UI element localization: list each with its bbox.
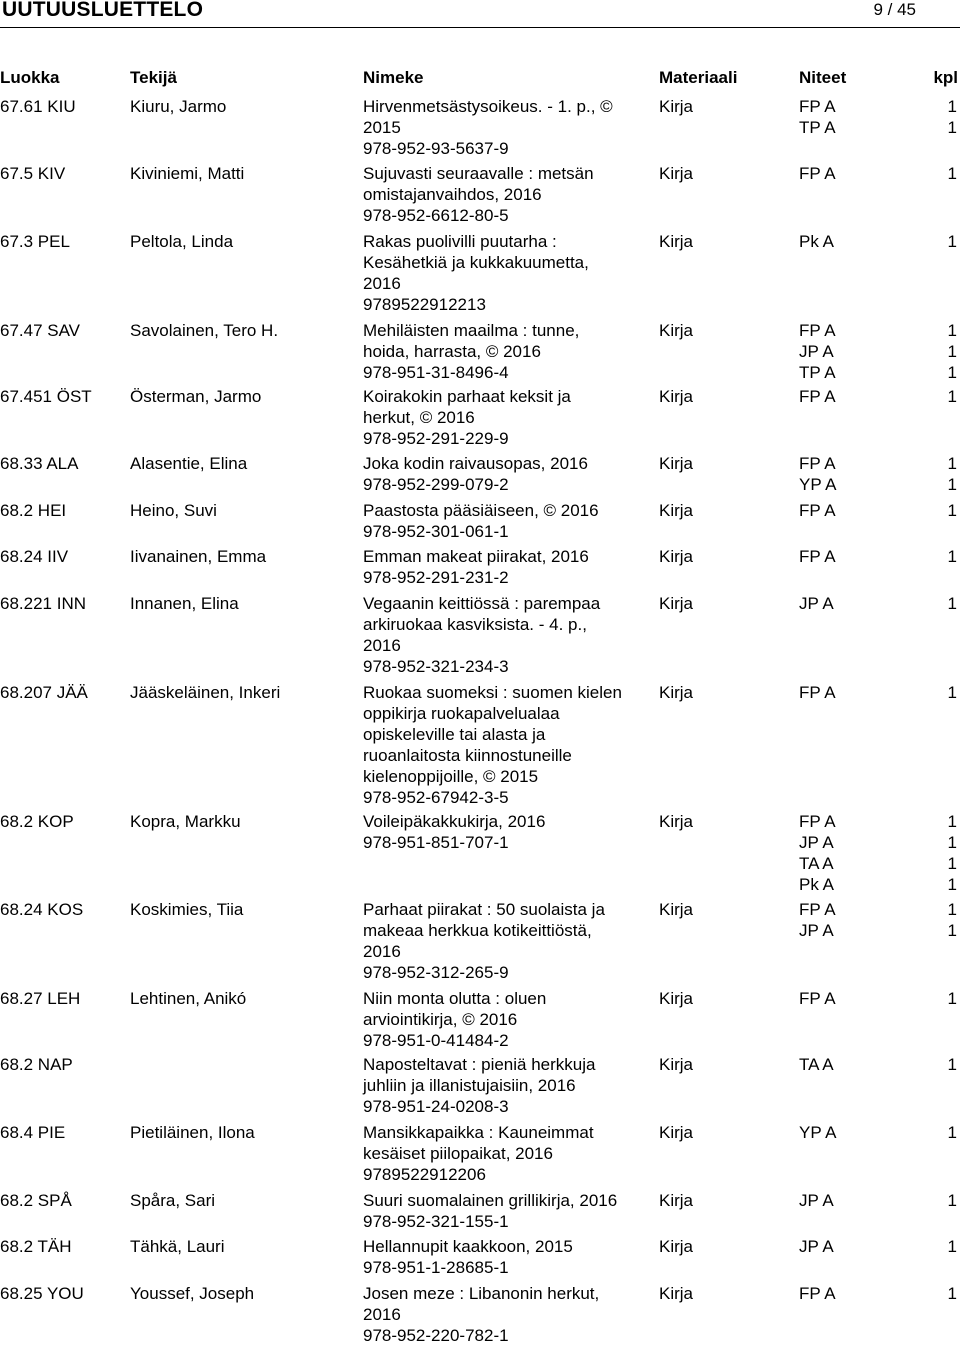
title-block bbox=[363, 988, 648, 1051]
location-code: TA A bbox=[799, 854, 834, 873]
copy-count-value: 1 bbox=[947, 118, 957, 137]
copy-count-value: 1 bbox=[947, 683, 957, 702]
title-line: hoida, harrasta, © 2016 bbox=[363, 342, 541, 361]
page-title: UUTUUSLUETTELO bbox=[2, 0, 204, 21]
title-block bbox=[363, 1236, 648, 1278]
title-line: 978-952-220-782-1 bbox=[363, 1326, 509, 1345]
copies-locations bbox=[799, 96, 929, 138]
material-type: Kirja bbox=[659, 1055, 694, 1074]
column-header-nimeke: Nimeke bbox=[363, 68, 424, 87]
title-block bbox=[363, 453, 648, 495]
copy-count-value: 1 bbox=[947, 321, 957, 340]
title-line: 2015 bbox=[363, 118, 401, 137]
title-line: 2016 bbox=[363, 274, 401, 293]
title-line: 978-952-321-234-3 bbox=[363, 657, 509, 676]
class-code: 67.3 PEL bbox=[0, 232, 70, 251]
location-code: FP A bbox=[799, 97, 836, 116]
title-line: Sujuvasti seuraavalle : metsän bbox=[363, 164, 594, 183]
location-code: FP A bbox=[799, 321, 836, 340]
copy-count bbox=[948, 1122, 957, 1143]
copy-count-value: 1 bbox=[947, 97, 957, 116]
author: Youssef, Joseph bbox=[130, 1284, 255, 1303]
copy-count bbox=[948, 546, 957, 567]
location-code: JP A bbox=[799, 1191, 834, 1210]
title-line: 978-952-312-265-9 bbox=[363, 963, 509, 982]
location-code: JP A bbox=[799, 1237, 834, 1256]
copy-count bbox=[948, 811, 957, 895]
copy-count-value: 1 bbox=[947, 875, 957, 894]
copies-locations bbox=[799, 593, 929, 614]
copy-count-value: 1 bbox=[947, 547, 957, 566]
title-line: 978-951-851-707-1 bbox=[363, 833, 509, 852]
title-line: Niin monta olutta : oluen bbox=[363, 989, 547, 1008]
title-line: kesäiset piilopaikat, 2016 bbox=[363, 1144, 553, 1163]
class-code: 68.24 KOS bbox=[0, 900, 84, 919]
column-header-kpl: kpl bbox=[933, 68, 958, 87]
class-code: 68.24 IIV bbox=[0, 547, 69, 566]
location-code: FP A bbox=[799, 547, 836, 566]
title-line: Hirvenmetsästysoikeus. - 1. p., © bbox=[363, 97, 613, 116]
title-line: 978-952-291-231-2 bbox=[363, 568, 509, 587]
title-line: 978-952-299-079-2 bbox=[363, 475, 509, 494]
copy-count bbox=[948, 163, 957, 184]
material-type: Kirja bbox=[659, 989, 694, 1008]
location-code: YP A bbox=[799, 1123, 837, 1142]
copies-locations bbox=[799, 386, 929, 407]
material-type: Kirja bbox=[659, 683, 694, 702]
material-type: Kirja bbox=[659, 594, 694, 613]
title-line: Vegaanin keittiössä : parempaa bbox=[363, 594, 601, 613]
location-code: YP A bbox=[799, 475, 837, 494]
material-type: Kirja bbox=[659, 1123, 694, 1142]
title-line: Koirakokin parhaat keksit ja bbox=[363, 387, 571, 406]
title-block bbox=[363, 682, 648, 808]
copies-locations bbox=[799, 1236, 929, 1257]
copy-count-value: 1 bbox=[947, 501, 957, 520]
location-code: FP A bbox=[799, 501, 836, 520]
title-line: 978-952-301-061-1 bbox=[363, 522, 509, 541]
author: Heino, Suvi bbox=[130, 501, 217, 520]
copies-locations bbox=[799, 453, 929, 495]
material-type: Kirja bbox=[659, 164, 694, 183]
title-line: 978-951-24-0208-3 bbox=[363, 1097, 509, 1116]
copy-count bbox=[948, 386, 957, 407]
author: Peltola, Linda bbox=[130, 232, 234, 251]
copy-count bbox=[948, 899, 957, 941]
copies-locations bbox=[799, 811, 929, 895]
copies-locations bbox=[799, 546, 929, 567]
copy-count bbox=[948, 1236, 957, 1257]
title-block bbox=[363, 1122, 648, 1185]
copies-locations bbox=[799, 1122, 929, 1143]
class-code: 67.47 SAV bbox=[0, 321, 81, 340]
title-line: opiskeleville tai alasta ja bbox=[363, 725, 546, 744]
copies-locations bbox=[799, 988, 929, 1009]
title-line: Kesähetkiä ja kukkakuumetta, bbox=[363, 253, 589, 272]
location-code: FP A bbox=[799, 989, 836, 1008]
title-line: omistajanvaihdos, 2016 bbox=[363, 185, 542, 204]
title-line: oppikirja ruokapalvelualaa bbox=[363, 704, 560, 723]
title-block bbox=[363, 500, 648, 542]
material-type: Kirja bbox=[659, 387, 694, 406]
title-line: 2016 bbox=[363, 1305, 401, 1324]
title-line: Mansikkapaikka : Kauneimmat bbox=[363, 1123, 594, 1142]
copy-count-value: 1 bbox=[947, 232, 957, 251]
material-type: Kirja bbox=[659, 454, 694, 473]
title-block bbox=[363, 899, 648, 983]
copy-count-value: 1 bbox=[947, 921, 957, 940]
copy-count-value: 1 bbox=[947, 475, 957, 494]
title-line: Suuri suomalainen grillikirja, 2016 bbox=[363, 1191, 618, 1210]
copies-locations bbox=[799, 1190, 929, 1211]
title-line: kielenoppijoille, © 2015 bbox=[363, 767, 539, 786]
copies-locations bbox=[799, 231, 929, 252]
author: Jääskeläinen, Inkeri bbox=[130, 683, 281, 702]
column-header-tekija: Tekijä bbox=[130, 68, 177, 87]
column-header-materiaali: Materiaali bbox=[659, 68, 738, 87]
class-code: 67.451 ÖST bbox=[0, 387, 92, 406]
copy-count-value: 1 bbox=[947, 594, 957, 613]
title-line: Emman makeat piirakat, 2016 bbox=[363, 547, 589, 566]
copy-count-value: 1 bbox=[947, 900, 957, 919]
copies-locations bbox=[799, 899, 929, 941]
title-line: Josen meze : Libanonin herkut, bbox=[363, 1284, 600, 1303]
class-code: 68.33 ALA bbox=[0, 454, 79, 473]
copy-count-value: 1 bbox=[947, 989, 957, 1008]
class-code: 68.221 INN bbox=[0, 594, 86, 613]
author: Pietiläinen, Ilona bbox=[130, 1123, 255, 1142]
material-type: Kirja bbox=[659, 900, 694, 919]
copy-count-value: 1 bbox=[947, 363, 957, 382]
copy-count bbox=[948, 682, 957, 703]
author: Kiuru, Jarmo bbox=[130, 97, 227, 116]
material-type: Kirja bbox=[659, 1237, 694, 1256]
title-block bbox=[363, 163, 648, 226]
copies-locations bbox=[799, 320, 929, 383]
copy-count bbox=[948, 1054, 957, 1075]
title-line: herkut, © 2016 bbox=[363, 408, 475, 427]
location-code: JP A bbox=[799, 921, 834, 940]
author: Koskimies, Tiia bbox=[130, 900, 244, 919]
author: Kopra, Markku bbox=[130, 812, 241, 831]
material-type: Kirja bbox=[659, 812, 694, 831]
copy-count-value: 1 bbox=[947, 854, 957, 873]
copy-count bbox=[948, 96, 957, 138]
material-type: Kirja bbox=[659, 1191, 694, 1210]
copy-count-value: 1 bbox=[947, 1055, 957, 1074]
class-code: 68.2 HEI bbox=[0, 501, 67, 520]
title-line: Ruokaa suomeksi : suomen kielen bbox=[363, 683, 622, 702]
author: Österman, Jarmo bbox=[130, 387, 262, 406]
title-line: 978-951-1-28685-1 bbox=[363, 1258, 509, 1277]
location-code: TP A bbox=[799, 118, 836, 137]
title-line: 9789522912213 bbox=[363, 295, 486, 314]
location-code: TA A bbox=[799, 1055, 834, 1074]
column-header-luokka: Luokka bbox=[0, 68, 60, 87]
copy-count-value: 1 bbox=[947, 387, 957, 406]
copies-locations bbox=[799, 1054, 929, 1075]
material-type: Kirja bbox=[659, 321, 694, 340]
title-block bbox=[363, 1190, 648, 1232]
class-code: 67.61 KIU bbox=[0, 97, 76, 116]
title-line: 978-952-291-229-9 bbox=[363, 429, 509, 448]
title-line: Paastosta pääsiäiseen, © 2016 bbox=[363, 501, 599, 520]
title-line: makeaa herkkua kotikeittiöstä, bbox=[363, 921, 592, 940]
column-header-niteet: Niteet bbox=[799, 68, 847, 87]
page-number: 9 / 45 bbox=[873, 0, 916, 19]
class-code: 68.27 LEH bbox=[0, 989, 81, 1008]
location-code: FP A bbox=[799, 454, 836, 473]
copy-count bbox=[948, 1190, 957, 1211]
author: Spåra, Sari bbox=[130, 1191, 216, 1210]
title-line: ruoanlaitosta kiinnostuneille bbox=[363, 746, 572, 765]
copy-count bbox=[948, 231, 957, 252]
location-code: FP A bbox=[799, 1284, 836, 1303]
title-block bbox=[363, 593, 648, 677]
title-block bbox=[363, 386, 648, 449]
author: Kiviniemi, Matti bbox=[130, 164, 245, 183]
copy-count-value: 1 bbox=[947, 812, 957, 831]
title-line: arkiruokaa kasviksista. - 4. p., bbox=[363, 615, 587, 634]
title-line: Hellannupit kaakkoon, 2015 bbox=[363, 1237, 573, 1256]
location-code: Pk A bbox=[799, 232, 834, 251]
class-code: 67.5 KIV bbox=[0, 164, 66, 183]
title-block bbox=[363, 1283, 648, 1346]
title-line: 978-952-67942-3-5 bbox=[363, 788, 509, 807]
title-line: juhliin ja illanistujaisiin, 2016 bbox=[363, 1076, 576, 1095]
class-code: 68.2 TÄH bbox=[0, 1237, 72, 1256]
copy-count bbox=[948, 1283, 957, 1304]
title-line: 2016 bbox=[363, 636, 401, 655]
location-code: Pk A bbox=[799, 875, 834, 894]
author: Tähkä, Lauri bbox=[130, 1237, 225, 1256]
copy-count-value: 1 bbox=[947, 1237, 957, 1256]
class-code: 68.4 PIE bbox=[0, 1123, 66, 1142]
material-type: Kirja bbox=[659, 1284, 694, 1303]
author: Innanen, Elina bbox=[130, 594, 239, 613]
author: Alasentie, Elina bbox=[130, 454, 248, 473]
title-block bbox=[363, 320, 648, 383]
copy-count-value: 1 bbox=[947, 1123, 957, 1142]
copy-count bbox=[948, 453, 957, 495]
title-line: Voileipäkakkukirja, 2016 bbox=[363, 812, 546, 831]
copy-count-value: 1 bbox=[947, 454, 957, 473]
class-code: 68.2 SPÅ bbox=[0, 1191, 72, 1210]
copies-locations bbox=[799, 682, 929, 703]
author: Lehtinen, Anikó bbox=[130, 989, 247, 1008]
title-line: 978-952-321-155-1 bbox=[363, 1212, 509, 1231]
copy-count bbox=[948, 320, 957, 383]
copies-locations bbox=[799, 163, 929, 184]
title-line: Joka kodin raivausopas, 2016 bbox=[363, 454, 588, 473]
title-block bbox=[363, 96, 648, 159]
copies-locations bbox=[799, 1283, 929, 1304]
copy-count-value: 1 bbox=[947, 1284, 957, 1303]
title-block bbox=[363, 811, 648, 853]
header-divider bbox=[0, 27, 960, 28]
material-type: Kirja bbox=[659, 501, 694, 520]
title-block bbox=[363, 546, 648, 588]
title-line: arviointikirja, © 2016 bbox=[363, 1010, 518, 1029]
title-line: 2016 bbox=[363, 942, 401, 961]
class-code: 68.2 KOP bbox=[0, 812, 74, 831]
material-type: Kirja bbox=[659, 97, 694, 116]
location-code: FP A bbox=[799, 683, 836, 702]
location-code: FP A bbox=[799, 812, 836, 831]
location-code: FP A bbox=[799, 387, 836, 406]
title-line: Mehiläisten maailma : tunne, bbox=[363, 321, 580, 340]
title-block bbox=[363, 1054, 648, 1117]
title-line: 9789522912206 bbox=[363, 1165, 486, 1184]
class-code: 68.207 JÄÄ bbox=[0, 683, 88, 702]
location-code: FP A bbox=[799, 900, 836, 919]
title-line: Parhaat piirakat : 50 suolaista ja bbox=[363, 900, 605, 919]
title-line: 978-951-0-41484-2 bbox=[363, 1031, 509, 1050]
class-code: 68.25 YOU bbox=[0, 1284, 84, 1303]
copy-count-value: 1 bbox=[947, 164, 957, 183]
copies-locations bbox=[799, 500, 929, 521]
title-block bbox=[363, 231, 648, 315]
location-code: JP A bbox=[799, 342, 834, 361]
author: Savolainen, Tero H. bbox=[130, 321, 279, 340]
title-line: Rakas puolivilli puutarha : bbox=[363, 232, 557, 251]
copy-count-value: 1 bbox=[947, 833, 957, 852]
material-type: Kirja bbox=[659, 232, 694, 251]
class-code: 68.2 NAP bbox=[0, 1055, 73, 1074]
location-code: JP A bbox=[799, 594, 834, 613]
copy-count-value: 1 bbox=[947, 342, 957, 361]
copy-count-value: 1 bbox=[947, 1191, 957, 1210]
copy-count bbox=[948, 988, 957, 1009]
location-code: FP A bbox=[799, 164, 836, 183]
copy-count bbox=[948, 500, 957, 521]
copy-count bbox=[948, 593, 957, 614]
title-line: 978-952-6612-80-5 bbox=[363, 206, 509, 225]
location-code: TP A bbox=[799, 363, 836, 382]
material-type: Kirja bbox=[659, 547, 694, 566]
title-line: Naposteltavat : pieniä herkkuja bbox=[363, 1055, 596, 1074]
author: Iivanainen, Emma bbox=[130, 547, 267, 566]
title-line: 978-951-31-8496-4 bbox=[363, 363, 509, 382]
location-code: JP A bbox=[799, 833, 834, 852]
title-line: 978-952-93-5637-9 bbox=[363, 139, 509, 158]
